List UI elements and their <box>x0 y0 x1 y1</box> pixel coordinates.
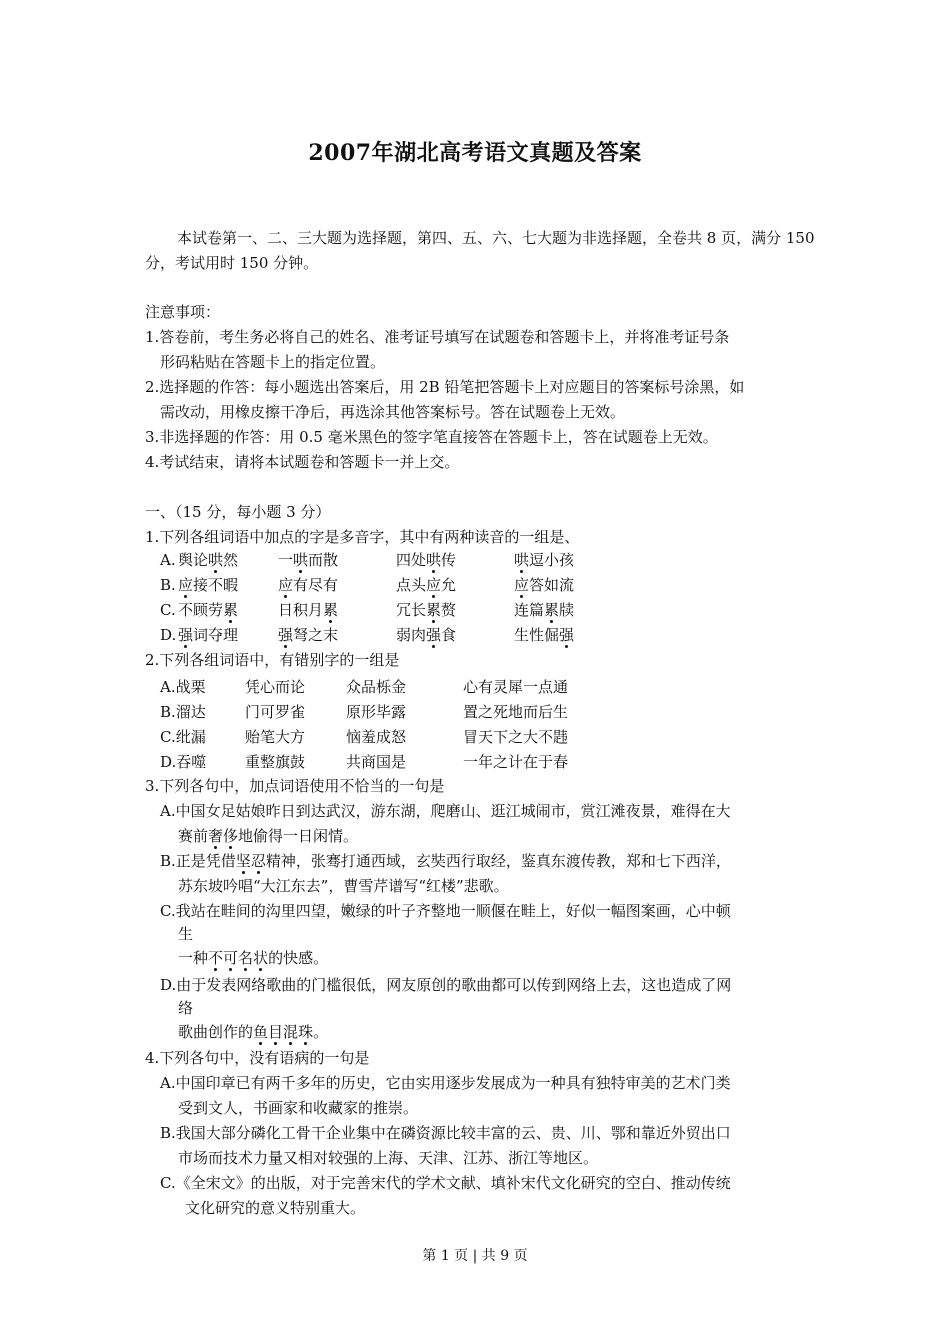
q1-c-word-1: 不顾劳累 <box>178 601 239 619</box>
q2-c-word-3: 恼羞成怒 <box>346 728 407 746</box>
q4-option-a-line-1: A.中国印章已有两千多年的历史，它由实用逐步发展成为一种具有独特审美的艺术门类 <box>160 1074 731 1092</box>
q1-d-word-2: 强弩之末 <box>278 626 339 644</box>
q3-option-c-line-3: 一种不可名状的快感。 <box>178 949 329 967</box>
q1-b-word-4: 应答如流 <box>514 576 575 594</box>
q1-b-word-2: 应有尽有 <box>278 576 339 594</box>
q2-c-word-1: C.纰漏 <box>160 728 206 746</box>
q2-stem: 2.下列各组词语中，有错别字的一组是 <box>145 651 400 669</box>
q4-stem: 4.下列各句中，没有语病的一句是 <box>145 1049 370 1067</box>
q2-c-word-4: 冒天下之大不韪 <box>463 728 569 746</box>
q2-a-word-4: 心有灵犀一点通 <box>463 678 569 696</box>
q1-a-word-2: 一哄而散 <box>278 551 339 569</box>
q2-b-word-4: 置之死地而后生 <box>463 703 569 721</box>
q2-d-word-3: 共商国是 <box>346 753 407 771</box>
q3-option-d-line-2: 络 <box>178 999 194 1017</box>
notes-heading: 注意事项： <box>145 303 221 321</box>
section-1-heading: 一、（15 分，每小题 3 分） <box>145 503 331 521</box>
q1-a-word-3: 四处哄传 <box>396 551 457 569</box>
dotted-phrase: 鱼目混珠 <box>253 1023 314 1041</box>
q1-b-word-1: 应接不暇 <box>178 576 239 594</box>
q3-stem: 3.下列各句中，加点词语使用不恰当的一句是 <box>145 777 445 795</box>
intro-paragraph: 本试卷第一、二、三大题为选择题，第四、五、六、七大题为非选择题，全卷共 8 页，满分 150 分，考试用时 150 分钟。 <box>145 229 815 272</box>
dotted-phrase: 不可名状 <box>208 949 269 967</box>
q1-a-word-1: 舆论哄然 <box>178 551 239 569</box>
option-label: A. <box>160 551 176 569</box>
q1-b-word-3: 点头应允 <box>396 576 457 594</box>
q3-option-d-line-3: 歌曲创作的鱼目混珠。 <box>178 1023 329 1041</box>
note-1-line-1: 1.答卷前，考生务必将自己的姓名、准考证号填写在试题卷和答题卡上，并将准考证号条 <box>145 328 730 346</box>
q2-c-word-2: 贻笔大方 <box>245 728 306 746</box>
note-3: 3.非选择题的作答：用 0.5 毫米黑色的签字笔直接答在答题卡上，答在试题卷上无效。 <box>145 428 718 446</box>
q1-a-word-4: 哄逗小孩 <box>514 551 575 569</box>
q3-option-b-line-1: B.正是凭借坚忍精神，张骞打通西域，玄奘西行取经，鉴真东渡传教，郑和七下西洋， <box>160 852 731 870</box>
q1-c-word-3: 冗长累赘 <box>396 601 457 619</box>
q1-c-word-2: 日积月累 <box>278 601 339 619</box>
q4-option-b-line-1: B.我国大部分磷化工骨干企业集中在磷资源比较丰富的云、贵、川、鄂和靠近外贸出口 <box>160 1124 731 1142</box>
option-label: D. <box>160 626 177 644</box>
q2-b-word-2: 门可罗雀 <box>245 703 306 721</box>
q3-option-d-line-1: D.由于发表网络歌曲的门槛很低，网友原创的歌曲都可以传到网络上去，这也造成了网 <box>160 976 732 994</box>
dotted-phrase: 奢侈 <box>208 827 239 845</box>
q4-option-c-line-1: C.《全宋文》的出版，对于完善宋代的学术文献、填补宋代文化研究的空白、推动传统 <box>160 1174 731 1192</box>
q3-option-c-line-2: 生 <box>178 925 194 943</box>
q3-option-b-line-2: 苏东坡吟唱“大江东去”，曹雪芹谱写“红楼”悲歌。 <box>178 877 509 895</box>
note-1-line-2: 形码粘贴在答题卡上的指定位置。 <box>160 353 386 371</box>
q1-d-word-3: 弱肉强食 <box>396 626 457 644</box>
q2-b-word-1: B.溜达 <box>160 703 206 721</box>
q1-stem: 1.下列各组词语中加点的字是多音字，其中有两种读音的一组是、 <box>145 528 580 546</box>
page-footer: 第 1 页 | 共 9 页 <box>422 1248 528 1264</box>
note-4: 4.考试结束，请将本试题卷和答题卡一并上交。 <box>145 453 460 471</box>
q3-option-c-line-1: C.我站在畦间的沟里四望，嫩绿的叶子齐整地一顺偃在畦上，好似一幅图案画，心中顿 <box>160 902 731 920</box>
q2-a-word-2: 凭心而论 <box>245 678 306 696</box>
q2-d-word-1: D.吞噬 <box>160 753 207 771</box>
q4-option-b-line-2: 市场而技术力量又相对较强的上海、天津、江苏、浙江等地区。 <box>178 1149 599 1167</box>
q2-a-word-3: 众品栎金 <box>346 678 407 696</box>
q4-option-a-line-2: 受到文人，书画家和收藏家的推崇。 <box>178 1099 419 1117</box>
option-label: C. <box>160 601 176 619</box>
q1-d-word-1: 强词夺理 <box>178 626 239 644</box>
dotted-phrase: 坚忍 <box>235 852 266 870</box>
q1-d-word-4: 生性倔强 <box>514 626 575 644</box>
q4-option-c-line-2: 文化研究的意义特别重大。 <box>185 1199 366 1217</box>
note-2-line-1: 2.选择题的作答：每小题选出答案后，用 2B 铅笔把答题卡上对应题目的答案标号涂黑，如 <box>145 378 745 396</box>
note-2-line-2: 需改动，用橡皮擦干净后，再选涂其他答案标号。答在试题卷上无效。 <box>160 403 626 421</box>
q1-c-word-4: 连篇累牍 <box>514 601 575 619</box>
q2-b-word-3: 原形毕露 <box>346 703 407 721</box>
q3-option-a-line-1: A.中国女足姑娘昨日到达武汉，游东湖，爬磨山、逛江城闹市，赏江滩夜景，难得在大 <box>160 802 731 820</box>
q2-d-word-2: 重整旗鼓 <box>245 753 306 771</box>
q3-option-a-line-2: 赛前奢侈地偷得一日闲情。 <box>178 827 359 845</box>
q2-d-word-4: 一年之计在于春 <box>463 753 569 771</box>
page-title: 2007年湖北高考语文真题及答案 <box>308 140 642 166</box>
q2-a-word-1: A.战栗 <box>160 678 206 696</box>
option-label: B. <box>160 576 176 594</box>
